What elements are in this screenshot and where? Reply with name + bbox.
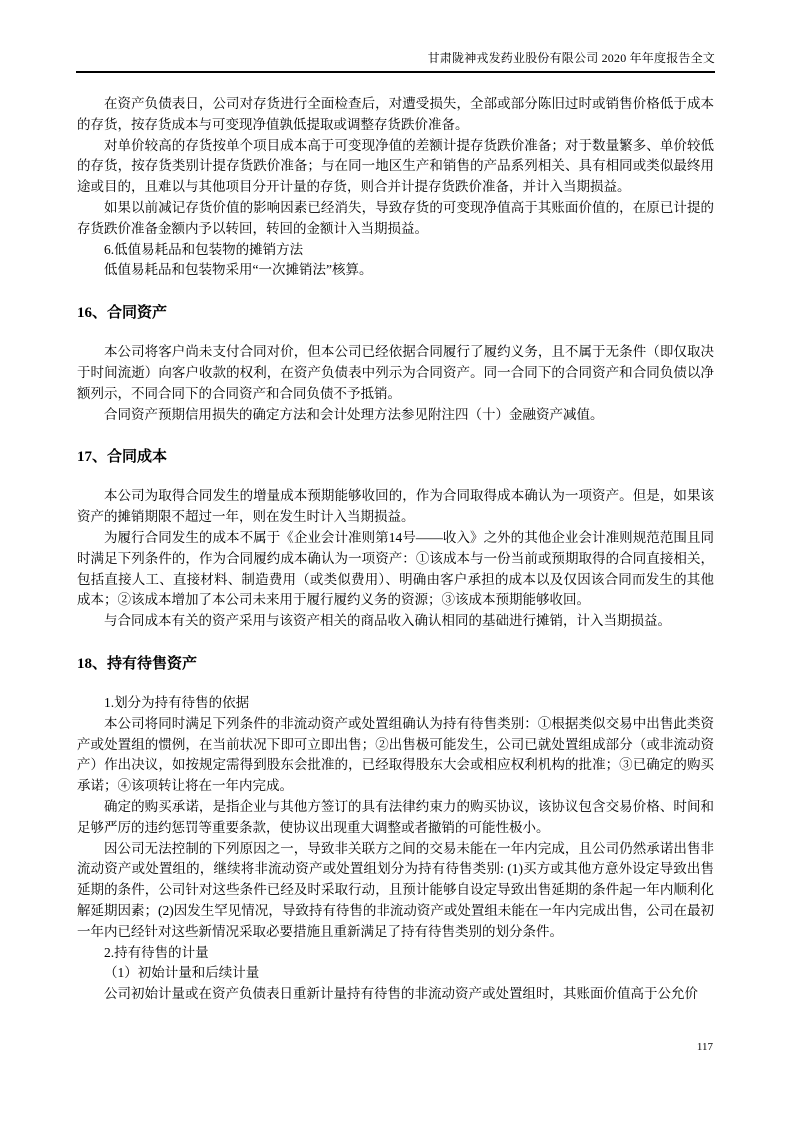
subheading-held-for-sale-measurement: 2.持有待售的计量 — [104, 944, 209, 960]
subheading-low-value-consumables: 6.低值易耗品和包装物的摊销方法 — [104, 241, 304, 257]
paragraph-firm-purchase-commitment: 确定的购买承诺，是指企业与其他方签订的具有法律约束力的购买协议，该协议包含交易价格、时间和足够严厉的违约惩罚等重要条款，使协议出现重大调整或者撤销的可能性极小。 — [77, 798, 714, 835]
paragraph-contract-performance-cost: 为履行合同发生的成本不属于《企业会计准则第14号——收入》之外的其他企业会计准则规范范围且同时满足下列条件的，作为合同履约成本确认为一项资产：①该成本与一份当前或预期取得的合同直接相关，包括直接人工、直接材料、制造费用（或类似费用）、明确由客户承担的成本以及仅因该合同而发生的其他成本；②该成本增加了本公司未来用于履行履约义务的资源；③该成本预期能够收回。 — [77, 529, 714, 608]
paragraph-held-for-sale-exceptions: 因公司无法控制的下列原因之一，导致非关联方之间的交易未能在一年内完成，且公司仍然承诺出售非流动资产或处置组的，继续将非流动资产或处置组划分为持有待售类别: (1)买方或其他方意外设定导致出售延期的条件，公司针对这些条件已经及时采取行动，且预计能够自设定导致出售延期的条件起一年内顺利化解延期因素；(2)因发生罕见情况，导致持有待售的非流动资产或处置组未能在一年内完成出售，公司在最初一年内已经针对这些新情况采取必要措施且重新满足了持有待售类别的划分条件。 — [77, 840, 714, 939]
page-number: 117 — [696, 1041, 713, 1053]
subheading-initial-subsequent-measurement: （1）初始计量和后续计量 — [104, 965, 260, 981]
paragraph-held-for-sale-criteria: 本公司将同时满足下列条件的非流动资产或处置组确认为持有待售类别：①根据类似交易中出售此类资产或处置组的惯例，在当前状况下即可立即出售；②出售极可能发生，公司已就处置组成部分（或非流动资产）作出决议，如按规定需得到股东会批准的，已经取得股东大会或相应权利机构的批准；③已确定的购买承诺；④该项转让将在一年内完成。 — [77, 715, 714, 794]
paragraph-contract-acquisition-cost: 本公司为取得合同发生的增量成本预期能够收回的，作为合同取得成本确认为一项资产。但是，如果该资产的摊销期限不超过一年，则在发生时计入当期损益。 — [77, 488, 714, 525]
paragraph-inventory-provision: 对单价较高的存货按单个项目成本高于可变现净值的差额计提存货跌价准备；对于数量繁多、单价较低的存货，按存货类别计提存货跌价准备；与在同一地区生产和销售的产品系列相关、具有相同或类似最终用途或目的，且难以与其他项目分开计量的存货，则合并计提存货跌价准备，并计入当期损益。 — [77, 137, 714, 195]
paragraph-contract-cost-amortization: 与合同成本有关的资产采用与该资产相关的商品收入确认相同的基础进行摊销，计入当期损益。 — [104, 613, 671, 629]
paragraph-inventory-check: 在资产负债表日，公司对存货进行全面检查后，对遭受损失，全部或部分陈旧过时或销售价格低于成本的存货，按存货成本与可变现净值孰低提取或调整存货跌价准备。 — [77, 96, 714, 132]
paragraph-low-value-method: 低值易耗品和包装物采用“一次摊销法”核算。 — [104, 262, 373, 278]
report-header-title: 甘肃陇神戎发药业股份有限公司 2020 年年度报告全文 — [427, 51, 715, 65]
section-heading-17-contract-costs: 17、合同成本 — [77, 449, 168, 466]
page-footer — [697, 1040, 713, 1054]
document-body — [77, 94, 714, 1005]
paragraph-initial-measurement: 公司初始计量或在资产负债表日重新计量持有待售的非流动资产或处置组时，其账面价值高于公允价 — [104, 986, 698, 1002]
section-heading-16-contract-assets: 16、合同资产 — [77, 305, 168, 322]
section-heading-18-held-for-sale: 18、持有待售资产 — [77, 655, 198, 672]
paragraph-inventory-reversal: 如果以前减记存货价值的影响因素已经消失，导致存货的可变现净值高于其账面价值的，在原已计提的存货跌价准备金额内予以转回，转回的金额计入当期损益。 — [77, 199, 714, 236]
subheading-held-for-sale-basis: 1.划分为持有待售的依据 — [104, 694, 250, 710]
paragraph-contract-assets-definition: 本公司将客户尚未支付合同对价，但本公司已经依据合同履行了履约义务，且不属于无条件（即仅取决于时间流逝）向客户收款的权利，在资产负债表中列示为合同资产。同一合同下的合同资产和合同负债以净额列示，不同合同下的合同资产和合同负债不予抵销。 — [77, 344, 714, 401]
paragraph-contract-assets-impairment: 合同资产预期信用损失的确定方法和会计处理方法参见附注四（十）金融资产减值。 — [104, 406, 604, 422]
page-header — [76, 50, 715, 73]
